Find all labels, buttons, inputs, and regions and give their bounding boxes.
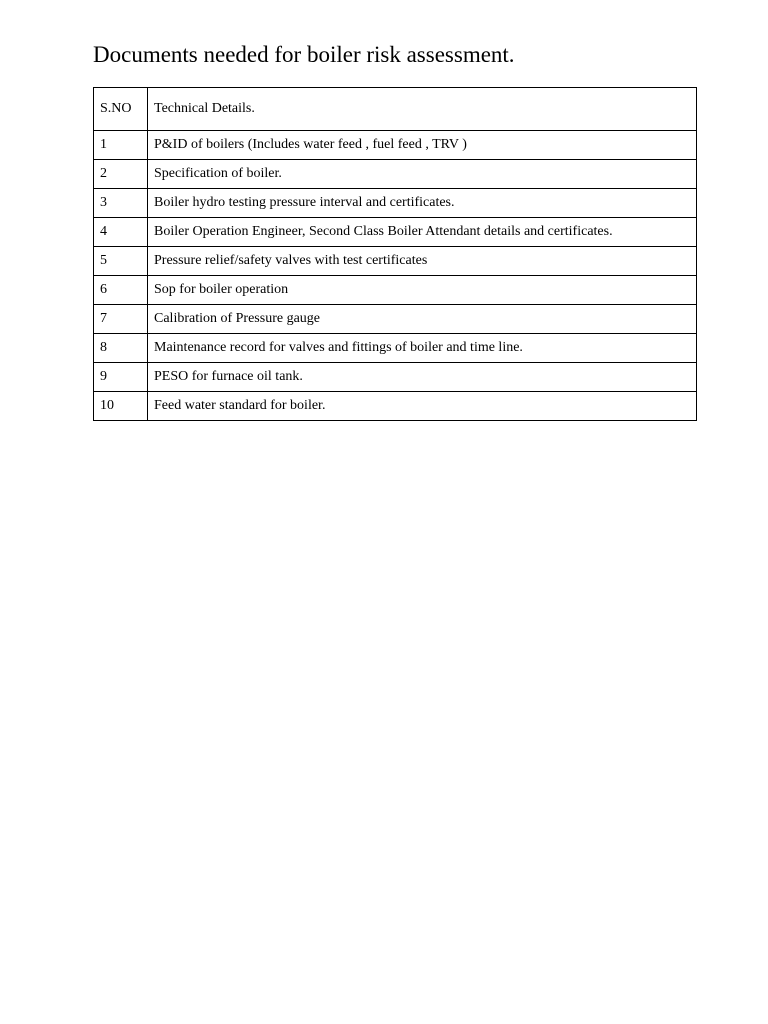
table-row (94, 276, 697, 305)
cell-sno: 9 (94, 363, 148, 392)
cell-details: PESO for furnace oil tank. (148, 363, 697, 392)
cell-details: Boiler Operation Engineer, Second Class Boiler Attendant details and certificates. (148, 218, 697, 247)
table-row (94, 334, 697, 363)
header-sno: S.NO (94, 88, 148, 131)
table-row (94, 218, 697, 247)
table-row (94, 247, 697, 276)
header-technical-details: Technical Details. (148, 88, 697, 131)
cell-sno: 6 (94, 276, 148, 305)
cell-details: Boiler hydro testing pressure interval and certificates. (148, 189, 697, 218)
documents-table (93, 87, 697, 421)
cell-sno: 4 (94, 218, 148, 247)
cell-sno: 2 (94, 160, 148, 189)
page-title: Documents needed for boiler risk assessment. (93, 42, 515, 67)
cell-details: Calibration of Pressure gauge (148, 305, 697, 334)
table-row (94, 363, 697, 392)
table-row (94, 160, 697, 189)
cell-details: Specification of boiler. (148, 160, 697, 189)
cell-sno: 3 (94, 189, 148, 218)
cell-details: Feed water standard for boiler. (148, 392, 697, 421)
cell-details: Pressure relief/safety valves with test certificates (148, 247, 697, 276)
cell-details: Maintenance record for valves and fittings of boiler and time line. (148, 334, 697, 363)
cell-details: P&ID of boilers (Includes water feed , fuel feed , TRV ) (148, 131, 697, 160)
cell-sno: 8 (94, 334, 148, 363)
cell-details: Sop for boiler operation (148, 276, 697, 305)
cell-sno: 5 (94, 247, 148, 276)
table-row (94, 305, 697, 334)
table-row (94, 189, 697, 218)
cell-sno: 7 (94, 305, 148, 334)
cell-sno: 1 (94, 131, 148, 160)
table-header-row (94, 88, 697, 131)
table-row (94, 392, 697, 421)
table-row (94, 131, 697, 160)
cell-sno: 10 (94, 392, 148, 421)
